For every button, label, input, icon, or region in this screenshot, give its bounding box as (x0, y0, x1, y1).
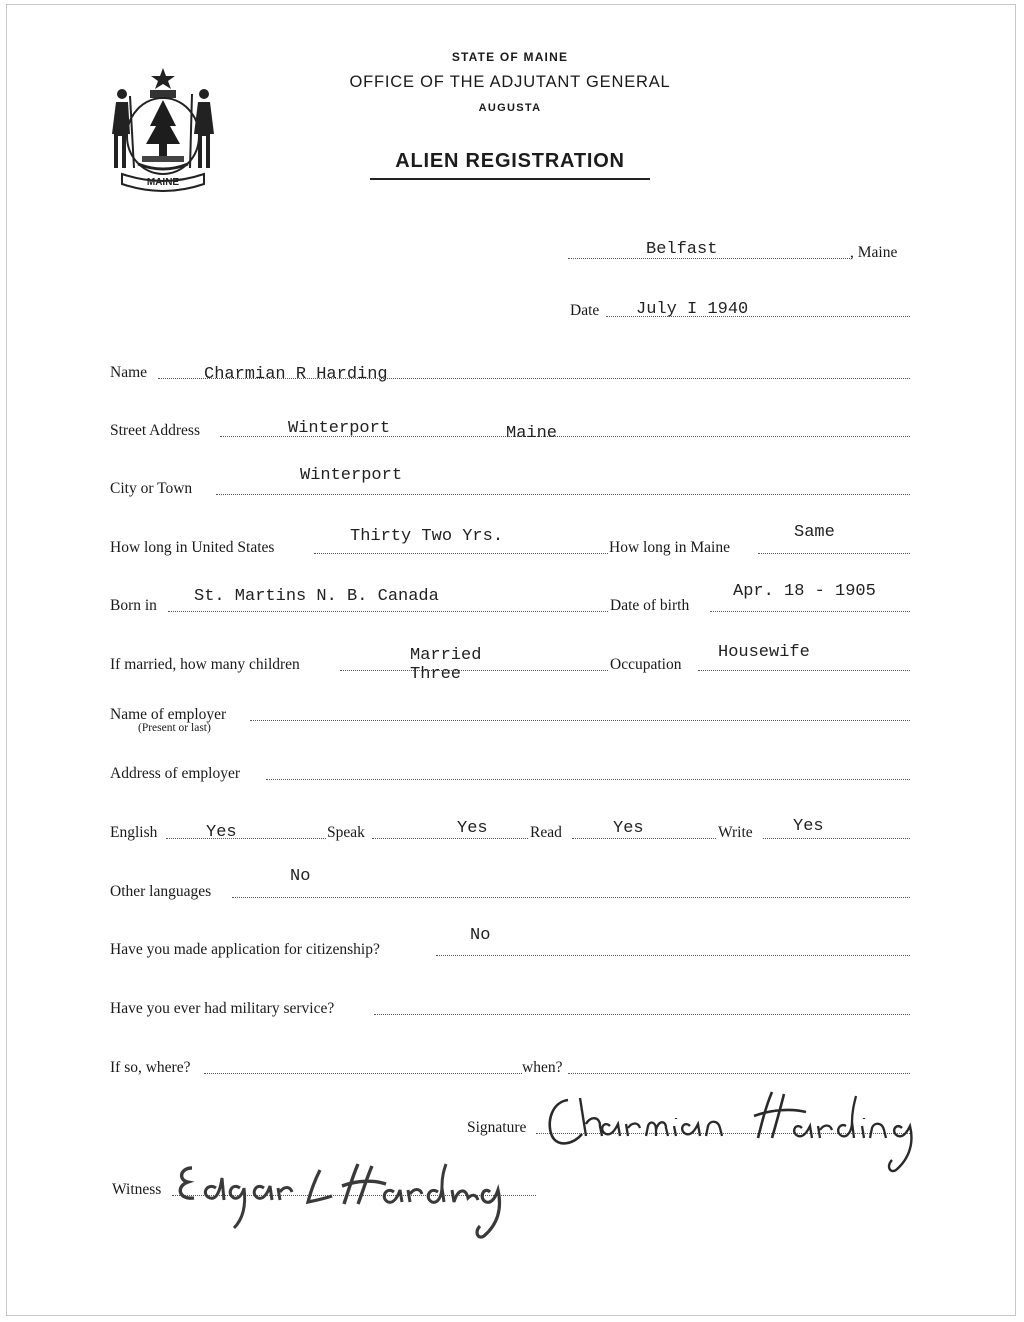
military-service-label: Have you ever had military service? (110, 1000, 335, 1017)
married-children-line (340, 670, 608, 671)
employer-name-line (250, 720, 910, 721)
witness-label: Witness (112, 1181, 162, 1198)
state-seal-image (104, 64, 222, 192)
street-address-state-value: Maine (506, 424, 558, 443)
english-value: Yes (206, 823, 237, 842)
city-label: City or Town (110, 480, 193, 497)
seal-banner-text: MAINE (146, 177, 180, 188)
english-label: English (110, 824, 158, 841)
write-line (763, 838, 910, 839)
us-duration-line (314, 553, 608, 554)
married-value: Married (410, 646, 482, 665)
name-label: Name (110, 364, 148, 381)
signature-label: Signature (467, 1119, 527, 1136)
read-line (572, 838, 716, 839)
city-line (216, 494, 910, 495)
state-heading: STATE OF MAINE (451, 50, 569, 64)
read-label: Read (530, 824, 562, 841)
city-value: Winterport (300, 466, 403, 485)
write-label: Write (718, 824, 753, 841)
date-value: July I 1940 (636, 300, 749, 319)
service-where-label: If so, where? (110, 1059, 191, 1076)
place-value: Belfast (646, 240, 718, 259)
witness-handwriting (172, 1158, 528, 1242)
form-title: ALIEN REGISTRATION (370, 150, 650, 180)
citizenship-value: No (470, 926, 491, 945)
speak-line (372, 838, 528, 839)
military-service-line (374, 1014, 910, 1015)
signature-handwriting (540, 1086, 926, 1178)
speak-label: Speak (327, 824, 365, 841)
dob-label: Date of birth (610, 597, 690, 614)
employer-address-line (266, 779, 910, 780)
maine-duration-line (758, 553, 910, 554)
citizenship-line (436, 955, 910, 956)
employer-name-label: Name of employer (110, 706, 227, 723)
street-address-label: Street Address (110, 422, 200, 439)
birthplace-value: St. Martins N. B. Canada (194, 587, 439, 606)
us-duration-label: How long in United States (110, 539, 275, 556)
birthplace-line (168, 611, 608, 612)
dob-line (710, 611, 910, 612)
city-heading: AUGUSTA (478, 102, 542, 114)
maine-duration-label: How long in Maine (609, 539, 730, 556)
write-value: Yes (793, 817, 824, 836)
married-children-label: If married, how many children (110, 656, 300, 673)
occupation-label: Occupation (610, 656, 682, 673)
children-value: Three (410, 665, 462, 684)
english-line (166, 838, 326, 839)
birthplace-label: Born in (110, 597, 157, 614)
service-when-label: when? (522, 1059, 563, 1076)
speak-value: Yes (457, 819, 488, 838)
occupation-value: Housewife (718, 643, 810, 662)
other-languages-label: Other languages (110, 883, 212, 900)
service-when-line (568, 1073, 910, 1074)
name-value: Charmian R Harding (204, 365, 388, 384)
date-label: Date (570, 302, 600, 319)
street-address-value: Winterport (288, 419, 391, 438)
employer-name-sublabel: (Present or last) (138, 722, 211, 734)
other-languages-value: No (290, 867, 311, 886)
maine-duration-value: Same (794, 523, 835, 542)
read-value: Yes (613, 819, 644, 838)
citizenship-label: Have you made application for citizenship? (110, 941, 380, 958)
dob-value: Apr. 18 - 1905 (733, 582, 876, 601)
office-heading: OFFICE OF THE ADJUTANT GENERAL (349, 73, 671, 91)
occupation-line (698, 670, 910, 671)
other-languages-line (232, 897, 910, 898)
us-duration-value: Thirty Two Yrs. (350, 527, 504, 546)
service-where-line (204, 1073, 522, 1074)
employer-address-label: Address of employer (110, 765, 240, 782)
place-suffix: , Maine (850, 244, 898, 261)
